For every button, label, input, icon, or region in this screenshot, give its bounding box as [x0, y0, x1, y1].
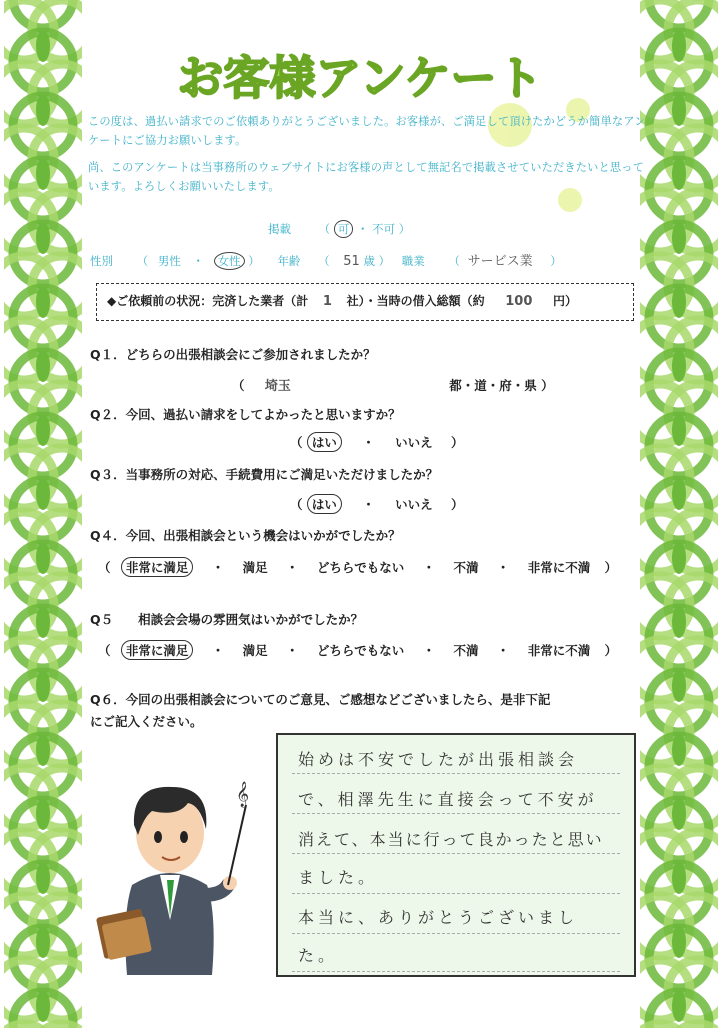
- q5-option-very-dissatisfied[interactable]: 非常に不満: [527, 643, 591, 658]
- gender-female-option[interactable]: 女性: [214, 252, 245, 270]
- leaf-shape: [672, 414, 686, 446]
- leaf-shape: [672, 606, 686, 638]
- page-title: [110, 42, 610, 112]
- leaf-shape: [36, 926, 50, 958]
- q4-options: （ 非常に満足 ・ 満足 ・ どちらでもない ・ 不満 ・ 非常に不満 ）: [98, 557, 617, 577]
- title-text: お客様アンケート: [177, 51, 543, 105]
- q4-option-dissatisfied[interactable]: 不満: [453, 560, 479, 575]
- leaf-shape: [672, 862, 686, 894]
- comment-box[interactable]: [276, 733, 636, 977]
- q5-option-satisfied[interactable]: 満足: [242, 643, 268, 658]
- leaf-shape: [36, 478, 50, 510]
- q5-options: （ 非常に満足 ・ 満足 ・ どちらでもない ・ 不満 ・ 非常に不満 ）: [98, 640, 617, 660]
- publish-no-option[interactable]: 不可: [372, 222, 396, 236]
- leaf-shape: [36, 414, 50, 446]
- gender-label: 性別: [90, 254, 113, 268]
- teacher-illustration: [92, 745, 252, 975]
- q2-question: Q２．今回、過払い請求をしてよかったと思いますか？: [90, 407, 401, 422]
- age-value[interactable]: 51: [343, 254, 360, 269]
- publish-yes-option[interactable]: 可: [334, 220, 354, 238]
- ruled-line: [292, 971, 620, 972]
- comment-line-3: 消えて、本当に行って良かったと思い: [298, 830, 604, 849]
- leaf-shape: [672, 350, 686, 382]
- age-label: 年齢: [277, 254, 301, 268]
- comment-line-6: た。: [298, 946, 339, 965]
- leaf-shape: [672, 94, 686, 126]
- q6-question-line2: にご記入ください。: [90, 714, 203, 729]
- leaf-shape: [672, 222, 686, 254]
- loan-amount[interactable]: 100: [505, 294, 533, 309]
- status-suffix: 円）: [553, 294, 578, 308]
- profile-row: 性別 （ 男性 ・ 女性 ） 年齢 （ 51 歳 ） 職業 （ サービス業 ）: [90, 254, 562, 269]
- publish-label: 掲載: [268, 222, 291, 236]
- leaf-shape: [672, 798, 686, 830]
- q3-question: Q３．当事務所の対応、手続費用にご満足いただけましたか？: [90, 467, 439, 482]
- q4-option-very-dissatisfied[interactable]: 非常に不満: [527, 560, 591, 575]
- leaf-shape: [672, 286, 686, 318]
- q3-no-option[interactable]: いいえ: [395, 497, 433, 512]
- q1-answer-row: （ 埼玉 都・道・府・県 ）: [232, 375, 554, 394]
- q3-yes-option[interactable]: はい: [307, 494, 342, 514]
- intro-text: [88, 112, 648, 204]
- comment-line-4: ました。: [298, 868, 379, 887]
- age-unit: 歳: [363, 254, 375, 268]
- gender-male-option[interactable]: 男性: [157, 254, 181, 268]
- intro-paragraph-1: この度は、過払い請求でのご依頼ありがとうございました。お客様が、ご満足して頂けたかどうか簡単なアンケートにご協力お願いします。: [88, 115, 646, 147]
- job-value[interactable]: サービス業: [467, 254, 533, 269]
- leaf-shape: [36, 990, 50, 1022]
- q5-question: Q５ 相談会会場の雰囲気はいかがでしたか？: [90, 612, 364, 627]
- q5-option-dissatisfied[interactable]: 不満: [453, 643, 479, 658]
- leaf-shape: [672, 542, 686, 574]
- prior-status-box: [96, 283, 634, 321]
- leaf-shape: [672, 990, 686, 1022]
- q1-prefecture-input[interactable]: 埼玉: [264, 379, 291, 394]
- q4-question: Q４．今回、出張相談会という機会はいかがでしたか？: [90, 528, 401, 543]
- leaf-shape: [36, 862, 50, 894]
- ruled-line: [292, 853, 620, 854]
- leaf-shape: [672, 30, 686, 62]
- ruled-line: [292, 933, 620, 934]
- right-leaf-border: [640, 0, 718, 1028]
- q5-option-very-satisfied[interactable]: 非常に満足: [121, 640, 194, 660]
- leaf-shape: [36, 350, 50, 382]
- q1-pref-suffix: 都・道・府・県: [449, 378, 537, 393]
- leaf-shape: [36, 286, 50, 318]
- comment-line-1: 始めは不安でしたが出張相談会: [298, 750, 579, 769]
- leaf-shape: [672, 478, 686, 510]
- leaf-shape: [36, 670, 50, 702]
- ruled-line: [292, 893, 620, 894]
- left-leaf-border: [4, 0, 82, 1028]
- leaf-shape: [672, 158, 686, 190]
- q1-question: Q１．どちらの出張相談会にご参加されましたか？: [90, 347, 376, 362]
- publish-consent-row: 掲載 （ 可 ・ 不可 ）: [268, 222, 411, 236]
- company-count[interactable]: 1: [322, 294, 332, 309]
- leaf-shape: [36, 94, 50, 126]
- leaf-shape: [36, 158, 50, 190]
- status-mid: 社）・当時の借入総額（約: [346, 294, 485, 308]
- leaf-shape: [672, 734, 686, 766]
- leaf-shape: [672, 926, 686, 958]
- status-prefix: ◆ご依頼前の状況：完済した業者（計: [107, 294, 309, 308]
- leaf-shape: [36, 734, 50, 766]
- q3-options: （ はい ・ いいえ ）: [290, 494, 464, 514]
- ruled-line: [292, 813, 620, 814]
- comment-line-5: 本当に、ありがとうございまし: [298, 908, 579, 927]
- q6-question-line1: Q６．今回の出張相談会についてのご意見、ご感想などございましたら、是非下記: [90, 692, 551, 707]
- leaf-shape: [36, 798, 50, 830]
- q2-options: （ はい ・ いいえ ）: [290, 432, 464, 452]
- intro-paragraph-2: 尚、このアンケートは当事務所のウェブサイトにお客様の声として無記名で掲載させていただきたいと思っています。よろしくお願いいたします。: [88, 161, 645, 193]
- music-note-icon: 𝄞: [236, 782, 250, 807]
- comment-line-2: で、相澤先生に直接会って不安が: [298, 790, 598, 809]
- q2-no-option[interactable]: いいえ: [395, 435, 433, 450]
- separator: ・: [356, 222, 369, 236]
- ruled-line: [292, 773, 620, 774]
- q5-option-neutral[interactable]: どちらでもない: [316, 643, 405, 658]
- job-label: 職業: [401, 254, 425, 268]
- leaf-shape: [36, 542, 50, 574]
- leaf-shape: [36, 606, 50, 638]
- leaf-shape: [36, 222, 50, 254]
- q4-option-very-satisfied[interactable]: 非常に満足: [121, 557, 194, 577]
- q4-option-satisfied[interactable]: 満足: [242, 560, 268, 575]
- q2-yes-option[interactable]: はい: [307, 432, 342, 452]
- leaf-shape: [36, 30, 50, 62]
- leaf-shape: [672, 670, 686, 702]
- q4-option-neutral[interactable]: どちらでもない: [316, 560, 405, 575]
